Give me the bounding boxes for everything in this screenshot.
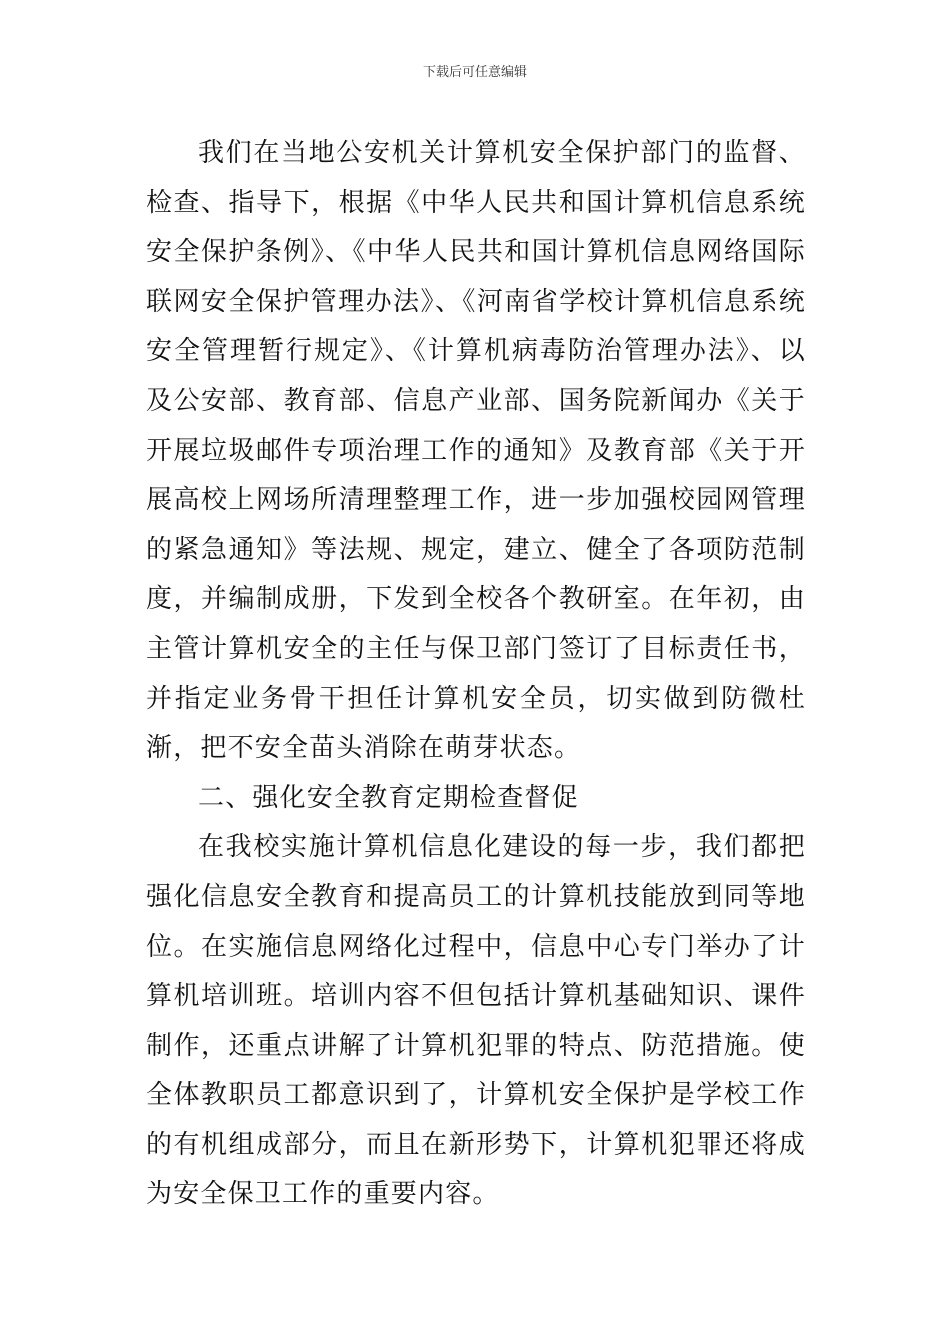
document-body — [146, 129, 806, 1220]
page-header: 下载后可任意编辑 — [422, 65, 527, 80]
section-heading-security-education: 二、强化安全教育定期检查督促 — [198, 782, 579, 813]
paragraph-security-training: 在我校实施计算机信息化建设的每一步，我们都把强化信息安全教育和提高员工的计算机技能放到同等地位。在实施信息网络化过程中，信息中心专门举办了计算机培训班。培训内容不但包括计算机基础知识、课件制作，还重点讲解了计算机犯罪的特点、防范措施。使全体教职员工都意识到了，计算机安全保护是学校工作的有机组成部分，而且在新形势下，计算机犯罪还将成为安全保卫工作的重要内容。 — [146, 832, 806, 1210]
paragraph-security-regulations: 我们在当地公安机关计算机安全保护部门的监督、检查、指导下，根据《中华人民共和国计算机信息系统安全保护条例》、《中华人民共和国计算机信息网络国际联网安全保护管理办法》、《河南省学校计算机信息系统安全管理暂行规定》、《计算机病毒防治管理办法》、以及公安部、教育部、信息产业部、国务院新闻办《关于开展垃圾邮件专项治理工作的通知》及教育部《关于开展高校上网场所清理整理工作，进一步加强校园网管理的紧急通知》等法规、规定，建立、健全了各项防范制度，并编制成册，下发到全校各个教研室。在年初，由主管计算机安全的主任与保卫部门签订了目标责任书，并指定业务骨干担任计算机安全员，切实做到防微杜渐，把不安全苗头消除在萌芽状态。 — [146, 138, 806, 764]
